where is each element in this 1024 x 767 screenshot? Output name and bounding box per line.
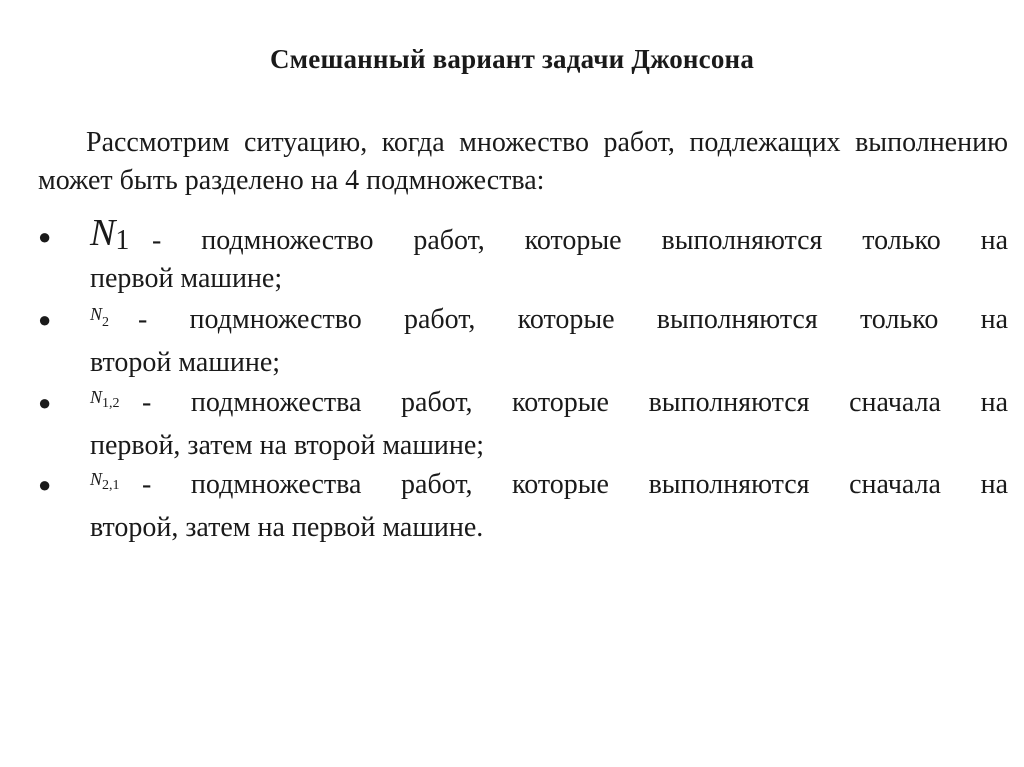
intro-paragraph: Рассмотрим ситуацию, когда множество работ, подлежащих выполнению может быть разделено на 4 подмножества:: [38, 127, 1008, 196]
list-item-text: [90, 212, 1008, 298]
list-item-line-1-text: - подмножество работ, которые выполняются только на: [152, 225, 1008, 256]
symbol-subscript: 1: [115, 225, 130, 256]
set-symbol-n2: [90, 301, 138, 344]
bullet-icon: ●: [38, 472, 52, 497]
symbol-letter: N: [90, 304, 103, 324]
list-item-line-1: [90, 384, 1008, 427]
symbol-subscript: 2: [102, 315, 110, 330]
list-item-line-1: [90, 466, 1008, 509]
set-symbol-n12: [90, 384, 142, 427]
symbol-letter: N: [90, 212, 116, 254]
list-item-line-2: первой машине;: [90, 263, 283, 294]
symbol-letter: N: [90, 387, 103, 407]
list-item-line-2: второй, затем на первой машине.: [90, 512, 484, 543]
symbol-letter: N: [90, 469, 103, 489]
symbol-subscript: 2,1: [102, 478, 120, 493]
list-item-text: [90, 384, 1008, 465]
symbol-subscript: 1,2: [102, 396, 120, 411]
list-item-line-1-text: - подмножества работ, которые выполняются сначала на: [142, 469, 1008, 500]
list-item-text: [90, 466, 1008, 547]
list-item-line-2: первой, затем на второй машине;: [90, 430, 485, 461]
bullet-icon: ●: [38, 224, 52, 249]
list-item-line-1: [90, 212, 1008, 260]
list-item-line-1: [90, 301, 1008, 344]
bullet-icon: ●: [38, 307, 52, 332]
set-symbol-n21: [90, 466, 142, 509]
list-item-line-2: второй машине;: [90, 347, 281, 378]
bullet-icon: ●: [38, 390, 52, 415]
list-item-line-1-text: - подмножество работ, которые выполняются только на: [138, 304, 1008, 335]
list-item-line-1-text: - подмножества работ, которые выполняются сначала на: [142, 387, 1008, 418]
slide-title: Смешанный вариант задачи Джонсона: [269, 44, 755, 74]
set-symbol-n1: [90, 212, 152, 260]
list-item-text: [90, 301, 1008, 382]
